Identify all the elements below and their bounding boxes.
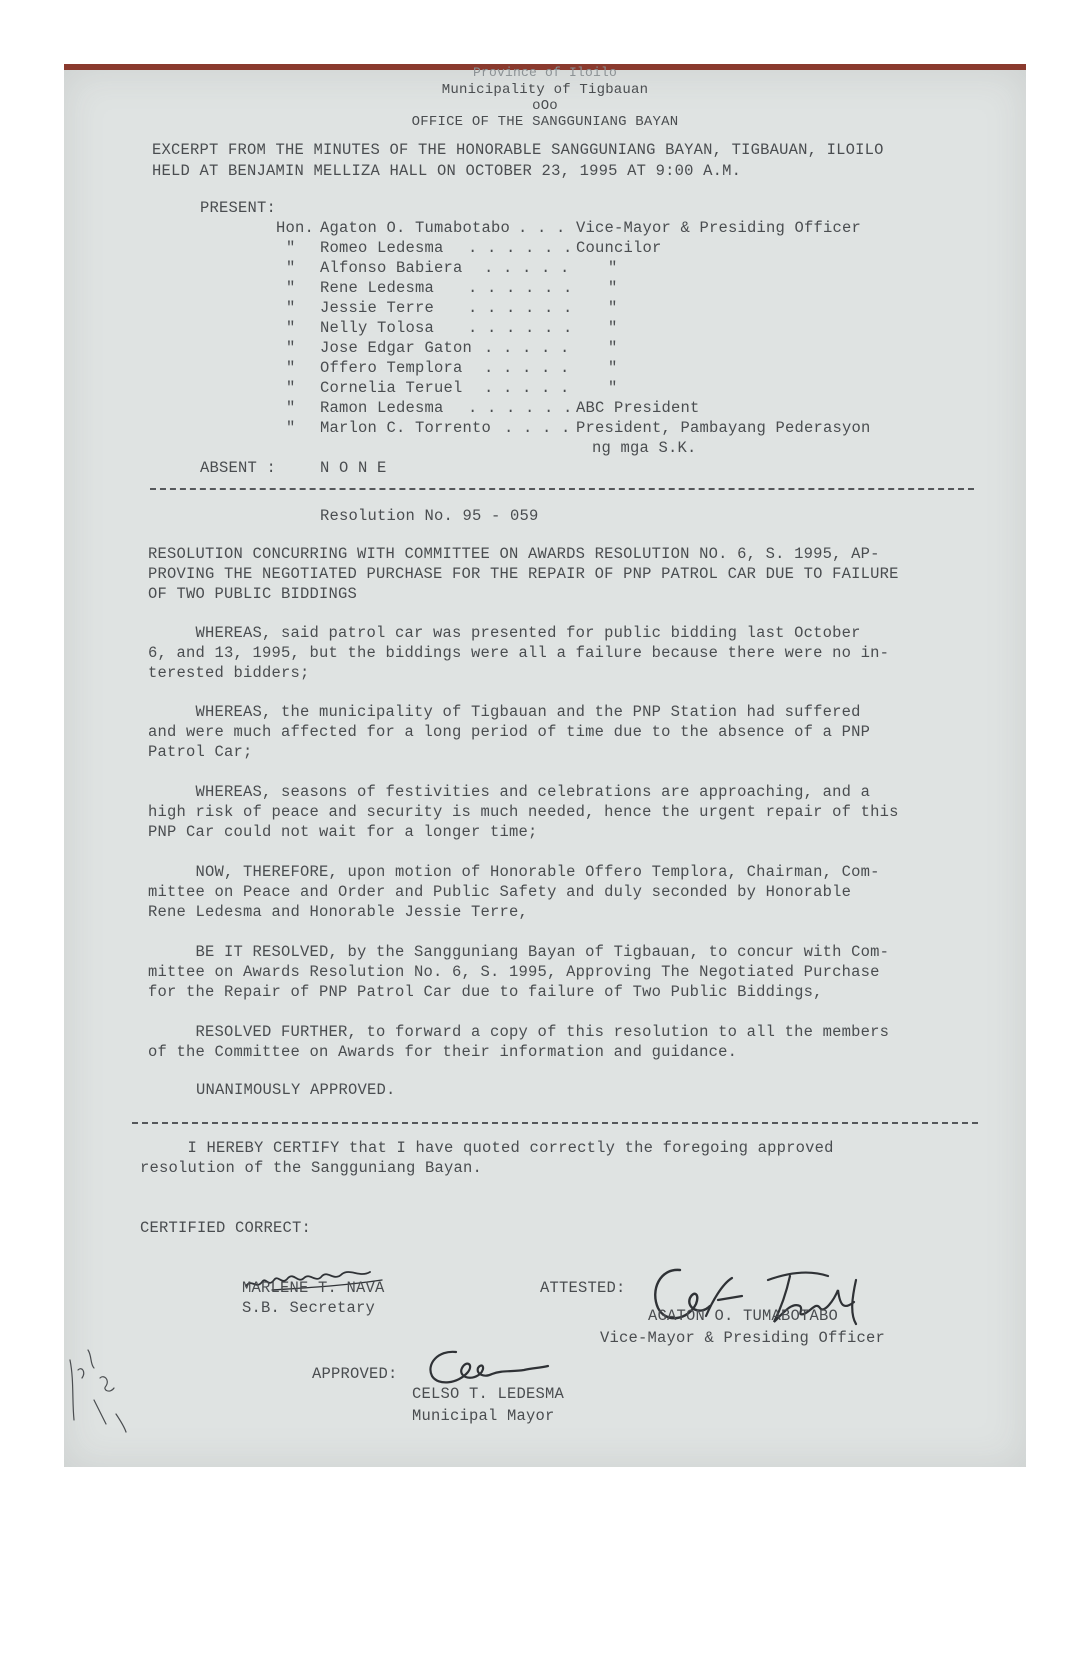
header-province: Province of Iloilo bbox=[472, 65, 618, 80]
attendee-dots: . . . bbox=[518, 219, 566, 237]
section-divider bbox=[150, 488, 974, 490]
attendee-dots: . . . . . . bbox=[468, 399, 573, 417]
paragraph-line: mittee on Awards Resolution No. 6, S. 1995, Approving The Negotiated Purchase bbox=[148, 963, 880, 981]
paragraph-line: BE IT RESOLVED, by the Sangguniang Bayan of Tigbauan, to concur with Com- bbox=[148, 943, 890, 961]
attendee-prefix: " bbox=[286, 259, 296, 277]
paragraph-line: WHEREAS, the municipality of Tigbauan and the PNP Station had suffered bbox=[148, 703, 861, 721]
attendee-role: " bbox=[608, 259, 618, 277]
attendee-name: Offero Templora bbox=[320, 359, 463, 377]
attendee-name: Ramon Ledesma bbox=[320, 399, 444, 417]
attendee-role: " bbox=[608, 379, 618, 397]
present-label: PRESENT: bbox=[200, 199, 277, 217]
paragraph-line: RESOLVED FURTHER, to forward a copy of this resolution to all the members bbox=[148, 1023, 890, 1041]
paragraph-line: PNP Car could not wait for a longer time; bbox=[148, 823, 538, 841]
absent-label: ABSENT : bbox=[200, 459, 277, 477]
paragraph-line: high risk of peace and security is much needed, hence the urgent repair of this bbox=[148, 803, 899, 821]
paragraph-line: mittee on Peace and Order and Public Safety and duly seconded by Honorable bbox=[148, 883, 852, 901]
mayor-title: Municipal Mayor bbox=[412, 1407, 555, 1425]
secretary-title: S.B. Secretary bbox=[242, 1299, 376, 1317]
certified-correct-label: CERTIFIED CORRECT: bbox=[140, 1219, 312, 1237]
vice-mayor-title: Vice-Mayor & Presiding Officer bbox=[600, 1329, 886, 1347]
attendee-role: " bbox=[608, 279, 618, 297]
paragraph-line: NOW, THEREFORE, upon motion of Honorable Offero Templora, Chairman, Com- bbox=[148, 863, 880, 881]
attendee-role: Vice-Mayor & Presiding Officer bbox=[576, 219, 862, 237]
mayor-name: CELSO T. LEDESMA bbox=[412, 1385, 565, 1403]
paragraph-line: Rene Ledesma and Honorable Jessie Terre, bbox=[148, 903, 529, 921]
paragraph-line: of the Committee on Awards for their information and guidance. bbox=[148, 1043, 738, 1061]
document-page bbox=[64, 64, 1026, 1467]
attested-label: ATTESTED: bbox=[540, 1279, 626, 1297]
attendee-prefix: " bbox=[286, 419, 296, 437]
attendee-prefix: " bbox=[286, 279, 296, 297]
header-municipality: Municipality of Tigbauan bbox=[441, 82, 649, 98]
attendee-prefix: " bbox=[286, 379, 296, 397]
attendee-dots: . . . . bbox=[504, 419, 571, 437]
certification-line: resolution of the Sangguniang Bayan. bbox=[140, 1159, 483, 1177]
attendee-name: Rene Ledesma bbox=[320, 279, 435, 297]
attendee-name: Romeo Ledesma bbox=[320, 239, 444, 257]
attendee-name: Nelly Tolosa bbox=[320, 319, 435, 337]
attendee-prefix: " bbox=[286, 299, 296, 317]
resolution-title-line: OF TWO PUBLIC BIDDINGS bbox=[148, 585, 358, 603]
attendee-prefix: " bbox=[286, 339, 296, 357]
attendee-name: Agaton O. Tumabotabo bbox=[320, 219, 511, 237]
attendee-dots: . . . . . bbox=[484, 339, 570, 357]
resolution-number: Resolution No. 95 - 059 bbox=[320, 507, 539, 525]
attendee-prefix: Hon. bbox=[276, 219, 315, 237]
vice-mayor-name: AGATON O. TUMABOTABO bbox=[648, 1307, 839, 1325]
attendee-role-continuation: ng mga S.K. bbox=[592, 439, 697, 457]
attendee-role: President, Pambayang Pederasyon bbox=[576, 419, 871, 437]
paragraph-line: WHEREAS, said patrol car was presented for public bidding last October bbox=[148, 624, 861, 642]
excerpt-line-2: HELD AT BENJAMIN MELLIZA HALL ON OCTOBER 23, 1995 AT 9:00 A.M. bbox=[152, 162, 742, 180]
attendee-prefix: " bbox=[286, 399, 296, 417]
attendee-role: " bbox=[608, 319, 618, 337]
attendee-prefix: " bbox=[286, 359, 296, 377]
attendee-dots: . . . . . bbox=[484, 259, 570, 277]
attendee-dots: . . . . . . bbox=[468, 279, 573, 297]
paragraph-line: WHEREAS, seasons of festivities and celebrations are approaching, and a bbox=[148, 783, 871, 801]
excerpt-line-1: EXCERPT FROM THE MINUTES OF THE HONORABLE SANGGUNIANG BAYAN, TIGBAUAN, ILOILO bbox=[152, 141, 884, 159]
section-divider bbox=[132, 1122, 978, 1124]
attendee-role: " bbox=[608, 339, 618, 357]
approved-label: APPROVED: bbox=[312, 1365, 398, 1383]
resolution-title-line: PROVING THE NEGOTIATED PURCHASE FOR THE REPAIR OF PNP PATROL CAR DUE TO FAILURE bbox=[148, 565, 899, 583]
attendee-name: Jose Edgar Gaton bbox=[320, 339, 473, 357]
attendee-name: Marlon C. Torrento bbox=[320, 419, 492, 437]
attendee-role: ABC President bbox=[576, 399, 700, 417]
resolution-title-line: RESOLUTION CONCURRING WITH COMMITTEE ON AWARDS RESOLUTION NO. 6, S. 1995, AP- bbox=[148, 545, 880, 563]
unanimously-approved: UNANIMOUSLY APPROVED. bbox=[196, 1081, 396, 1099]
paragraph-line: Patrol Car; bbox=[148, 743, 253, 761]
attendee-dots: . . . . . bbox=[484, 359, 570, 377]
attendee-role: Councilor bbox=[576, 239, 662, 257]
paragraph-line: terested bidders; bbox=[148, 664, 310, 682]
paragraph-line: for the Repair of PNP Patrol Car due to failure of Two Public Biddings, bbox=[148, 983, 823, 1001]
attendee-role: " bbox=[608, 359, 618, 377]
absent-value: N O N E bbox=[320, 459, 387, 477]
secretary-name: MARLENE T. NAVA bbox=[242, 1279, 385, 1297]
paragraph-line: and were much affected for a long period of time due to the absence of a PNP bbox=[148, 723, 871, 741]
attendee-dots: . . . . . . bbox=[468, 239, 573, 257]
attendee-dots: . . . . . . bbox=[468, 319, 573, 337]
attendee-prefix: " bbox=[286, 239, 296, 257]
paragraph-line: 6, and 13, 1995, but the biddings were all a failure because there were no in- bbox=[148, 644, 890, 662]
attendee-name: Jessie Terre bbox=[320, 299, 435, 317]
header-ooo: oOo bbox=[532, 98, 558, 114]
attendee-name: Cornelia Teruel bbox=[320, 379, 463, 397]
attendee-dots: . . . . . bbox=[484, 379, 570, 397]
attendee-dots: . . . . . . bbox=[468, 299, 573, 317]
attendee-name: Alfonso Babiera bbox=[320, 259, 463, 277]
attendee-role: " bbox=[608, 299, 618, 317]
attendee-prefix: " bbox=[286, 319, 296, 337]
margin-handwritten-note bbox=[64, 1330, 154, 1440]
header-office: OFFICE OF THE SANGGUNIANG BAYAN bbox=[411, 114, 679, 130]
certification-line: I HEREBY CERTIFY that I have quoted correctly the foregoing approved bbox=[140, 1139, 834, 1157]
